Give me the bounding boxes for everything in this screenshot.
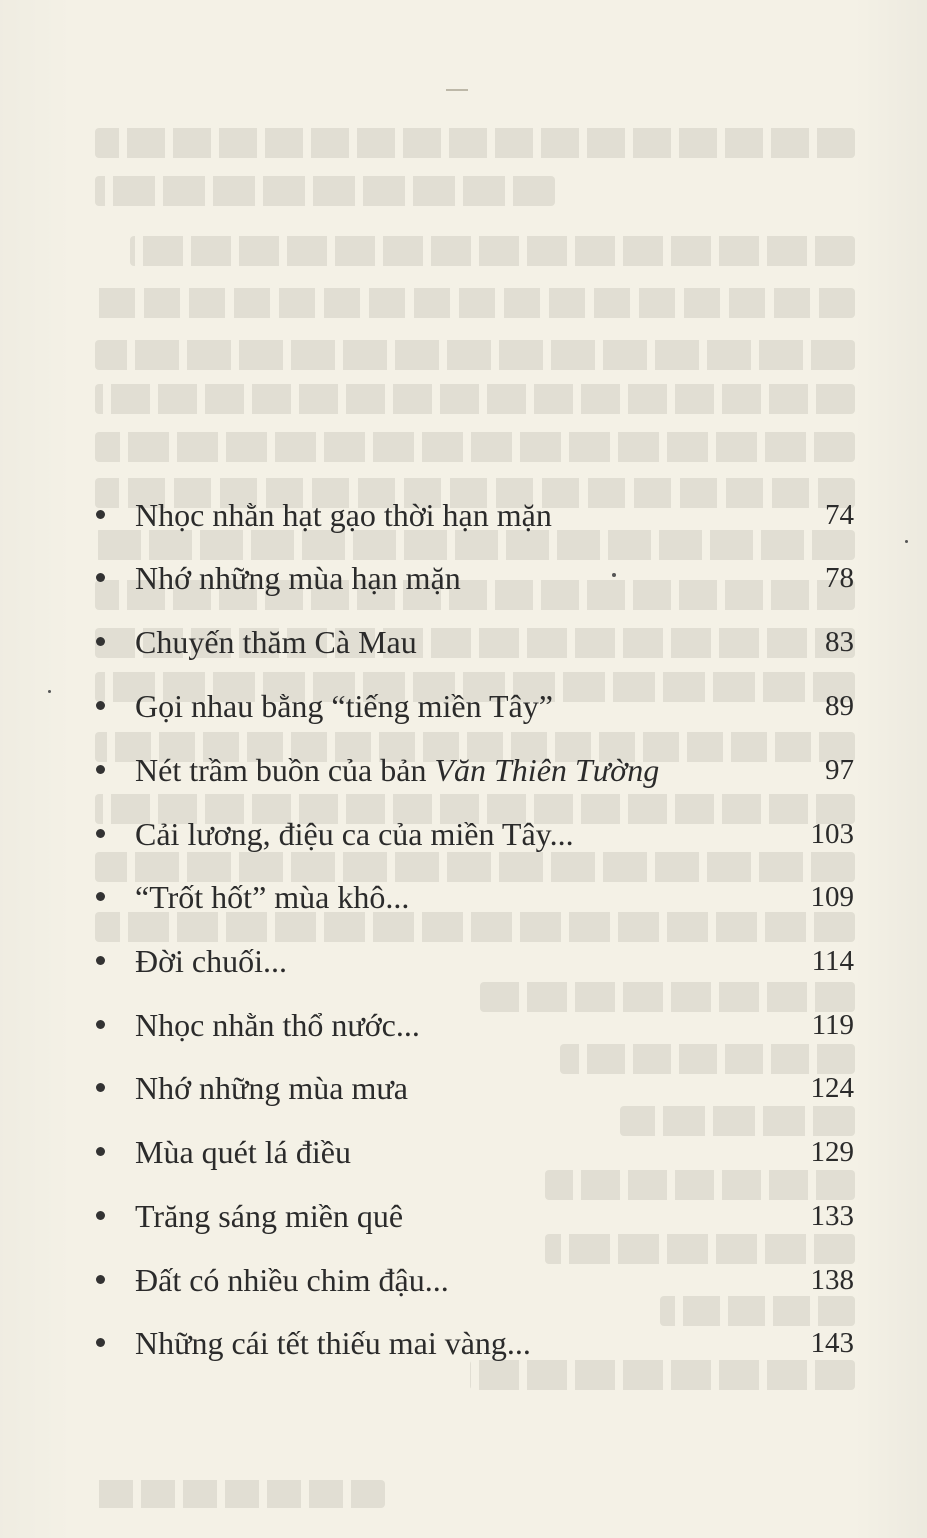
toc-entry [96, 1321, 856, 1369]
bullet-icon [96, 701, 105, 710]
toc-entry [96, 620, 856, 668]
bullet-icon [96, 956, 105, 965]
toc-entry-page: 129 [810, 1136, 854, 1168]
bullet-icon [96, 1083, 105, 1092]
toc-entry [96, 1003, 856, 1051]
toc-entry-title: Những cái tết thiếu mai vàng... [135, 1325, 531, 1361]
bullet-icon [96, 829, 105, 838]
bullet-icon [96, 1338, 105, 1347]
toc-entry-title [135, 748, 659, 792]
toc-entry-title-text: Nét trầm buồn của bản [135, 752, 435, 788]
toc-entry-page: 143 [810, 1327, 854, 1359]
toc-entry [96, 1066, 856, 1114]
bullet-icon [96, 1020, 105, 1029]
bullet-icon [96, 637, 105, 646]
toc-entry [96, 684, 856, 732]
toc-entry-title: Chuyến thăm Cà Mau [135, 624, 417, 660]
toc-entry-title: Trăng sáng miền quê [135, 1198, 404, 1234]
toc-entry [96, 875, 856, 923]
toc-entry-page: 119 [811, 1009, 854, 1041]
toc-entry-title: Cải lương, điệu ca của miền Tây... [135, 816, 574, 852]
bullet-icon [96, 573, 105, 582]
toc-entry-title: Nhớ những mùa hạn mặn [135, 560, 461, 596]
toc-entry-title: Nhớ những mùa mưa [135, 1070, 408, 1106]
toc-entry [96, 1130, 856, 1178]
toc-entry [96, 1258, 856, 1306]
bullet-icon [96, 765, 105, 774]
toc-entry-page: 109 [810, 881, 854, 913]
toc-entry-page: 83 [825, 626, 854, 658]
toc-entry-page: 133 [810, 1200, 854, 1232]
toc-entry-title: Nhọc nhằn thổ nước... [135, 1007, 420, 1043]
toc-entry-title: “Trốt hốt” mùa khô... [135, 879, 410, 915]
toc-entry-page: 103 [810, 818, 854, 850]
bullet-icon [96, 1147, 105, 1156]
toc-entry-page: 78 [825, 562, 854, 594]
toc-entry [96, 1194, 856, 1242]
toc-entry [96, 556, 856, 604]
toc-entry-page: 114 [811, 945, 854, 977]
toc-entry [96, 812, 856, 860]
bullet-icon [96, 892, 105, 901]
toc-entry [96, 939, 856, 987]
toc-entry-title-italic: Văn Thiên Tường [434, 752, 660, 788]
toc-entry-page: 74 [825, 499, 854, 531]
toc-entry-title: Đất có nhiều chim đậu... [135, 1262, 449, 1298]
toc-entry-page: 124 [810, 1072, 854, 1104]
toc-entry [96, 493, 856, 541]
toc-entry [96, 748, 856, 796]
bullet-icon [96, 1275, 105, 1284]
toc-entry-title: Đời chuối... [135, 943, 288, 979]
toc-entry-title: Gọi nhau bằng “tiếng miền Tây” [135, 688, 553, 724]
toc-entry-page: 138 [810, 1264, 854, 1296]
toc-entry-title: Mùa quét lá điều [135, 1134, 351, 1170]
toc-entry-page: 97 [825, 754, 854, 786]
bullet-icon [96, 1211, 105, 1220]
toc-entry-page: 89 [825, 690, 854, 722]
bullet-icon [96, 510, 105, 519]
toc-entry-title: Nhọc nhằn hạt gạo thời hạn mặn [135, 497, 552, 533]
